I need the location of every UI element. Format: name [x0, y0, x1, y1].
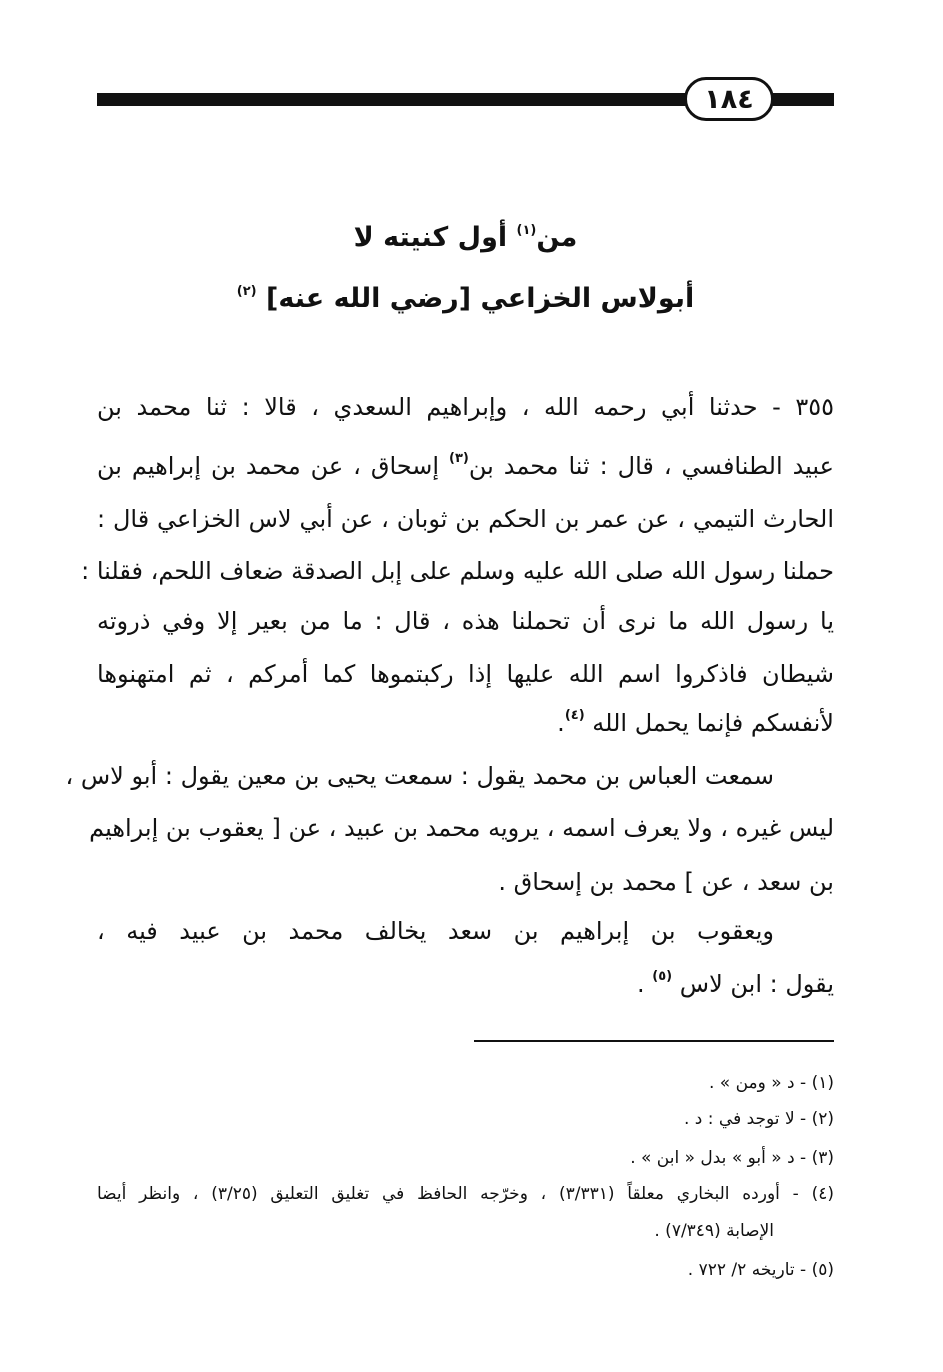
body-text: يقول : ابن لاس	[679, 970, 834, 998]
footnote-ref: (٥)	[652, 969, 673, 984]
footnote-ref: (١)	[516, 223, 537, 238]
footnote-ref: (٣)	[448, 451, 469, 466]
footnote-4	[97, 1181, 834, 1207]
header-rule-left	[97, 93, 697, 106]
body-text: الحارث التيمي ، عن عمر بن الحكم بن ثوبان ، عن أبي لاس الخزاعي قال :	[97, 505, 834, 533]
body-text: ويعقوب بن إبراهيم بن سعد يخالف محمد بن عبيد فيه ،	[97, 917, 774, 945]
body-text: لأنفسكم فإنما يحمل الله	[592, 709, 834, 737]
footnote-2	[97, 1106, 834, 1132]
body-text: إسحاق ، عن محمد بن إبراهيم بن	[97, 452, 449, 480]
footnote-3	[97, 1145, 834, 1171]
title-word: من	[536, 222, 578, 253]
body-line-1	[97, 389, 834, 425]
title-rest: أول كنيته لا	[353, 222, 517, 253]
body-line-8	[65, 758, 834, 794]
footnote-text: (١) - د « ومن » .	[708, 1073, 834, 1093]
body-line-7	[97, 705, 834, 741]
body-text: عبيد الطنافسي ، قال : ثنا محمد بن	[468, 452, 834, 480]
body-text: ليس غيره ، ولا يعرف اسمه ، يرويه محمد بن عبيد ، عن [ يعقوب بن إبراهيم	[89, 814, 834, 842]
footnote-text: (٣) - د « أبو » بدل « ابن » .	[630, 1148, 834, 1168]
chapter-title-line-2	[97, 283, 834, 314]
body-text: شيطان فاذكروا اسم الله عليها إذا ركبتموها كما أمركم ، ثم امتهنوها	[97, 660, 834, 688]
body-line-12	[97, 966, 834, 1002]
body-text: بن سعد ، عن ] محمد بن إسحاق .	[498, 868, 834, 896]
body-line-4	[81, 553, 834, 589]
body-line-9	[89, 810, 834, 846]
body-text: يا رسول الله ما نرى أن تحملنا هذه ، قال : ما من بعير إلا وفي ذروته	[97, 607, 834, 635]
body-line-5	[97, 603, 834, 639]
footnote-text: (٥) - تاريخه ٢/ ٧٢٢ .	[687, 1260, 834, 1280]
body-line-3	[97, 501, 834, 537]
footnote-divider	[474, 1040, 834, 1042]
body-text: حملنا رسول الله صلى الله عليه وسلم على إبل الصدقة ضعاف اللحم، فقلنا :	[81, 557, 834, 585]
chapter-title-line-1	[97, 222, 834, 253]
footnote-text: الإصابة (٧/٣٤٩) .	[654, 1221, 774, 1241]
footnote-4-continued	[97, 1218, 834, 1244]
title-text: أبولاس الخزاعي [رضي الله عنه]	[256, 283, 695, 314]
body-text: .	[557, 709, 565, 737]
body-line-11	[97, 913, 834, 949]
body-text: .	[637, 970, 653, 998]
footnote-ref: (٤)	[564, 708, 585, 723]
body-line-10	[97, 864, 834, 900]
body-text: ٣٥٥ - حدثنا أبي رحمه الله ، وإبراهيم السعدي ، قالا : ثنا محمد بن	[97, 393, 834, 421]
footnote-text: (٤) - أورده البخاري معلقاً (٣/٣٣١) ، وخرّجه الحافظ في تغليق التعليق (٣/٢٥) ، وانظر أيضا	[97, 1184, 834, 1204]
body-line-2	[97, 448, 834, 484]
page-number	[684, 77, 774, 121]
footnote-1	[97, 1070, 834, 1096]
body-line-6	[97, 656, 834, 692]
footnote-5	[97, 1257, 834, 1283]
footnote-ref: (٢)	[236, 284, 257, 299]
page-number-text: ١٨٤	[704, 83, 754, 115]
body-text: سمعت العباس بن محمد يقول : سمعت يحيى بن معين يقول : أبو لاس ،	[65, 762, 774, 790]
footnote-text: (٢) - لا توجد في : د .	[683, 1109, 834, 1129]
